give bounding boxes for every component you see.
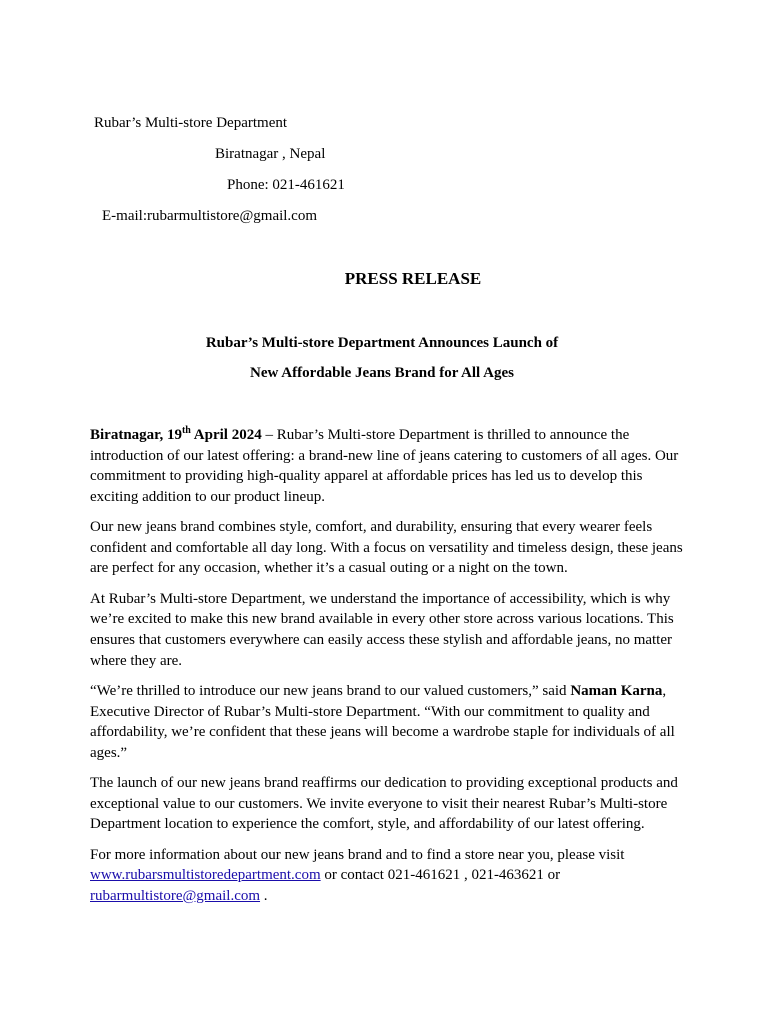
paragraph-features: Our new jeans brand combines style, comfort, and durability, ensuring that every wearer feels confident and comfortable all day long. With a focus on versatility and timeless design, these jeans are perfect for any occasion, whether it’s a casual outing or a night on the town. <box>90 519 683 577</box>
company-email: E-mail:rubarmultistore@gmail.com <box>102 208 318 224</box>
quote-text-end: , Executive Director of Rubar’s Multi-store Department. “With our commitment to quality and affordability, we’re confident that these jeans will become a wardrobe staple for individuals of all ages.” <box>90 682 675 761</box>
paragraph-closing: The launch of our new jeans brand reaffirms our dedication to providing exceptional products and exceptional value to our customers. We invite everyone to visit their nearest Rubar’s Multi-store Department location to experience the comfort, style, and affordability of our latest offering. <box>90 775 678 833</box>
dateline-day: Biratnagar, 19 <box>90 427 182 443</box>
website-link[interactable]: www.rubarsmultistoredepartment.com <box>90 867 321 884</box>
contact-text-end: . <box>260 887 268 904</box>
press-release-body <box>90 425 686 916</box>
contact-text-start: For more information about our new jeans brand and to find a store near you, please visit <box>90 846 625 863</box>
company-location: Biratnagar , Nepal <box>215 146 326 162</box>
paragraph-accessibility: At Rubar’s Multi-store Department, we understand the importance of accessibility, which is why we’re excited to make this new brand available in every other store across various locations. This ensures that customers everywhere can easily access these stylish and affordable jeans, no matter where they are. <box>90 590 674 669</box>
company-name: Rubar’s Multi-store Department <box>94 115 288 131</box>
paragraph-contact <box>90 845 686 907</box>
headline-line-2: New Affordable Jeans Brand for All Ages <box>250 365 514 381</box>
email-link[interactable]: rubarmultistore@gmail.com <box>90 887 261 904</box>
company-phone: Phone: 021-461621 <box>227 177 345 193</box>
spokesperson-name: Naman Karna <box>570 682 663 699</box>
paragraph-quote <box>90 681 686 763</box>
dateline-ordinal: th <box>181 425 191 436</box>
page-title: PRESS RELEASE <box>344 269 482 288</box>
contact-phones: or contact 021-461621 , 021-463621 or <box>320 867 561 884</box>
headline-line-1: Rubar’s Multi-store Department Announces Launch of <box>205 335 559 351</box>
dateline <box>90 427 262 443</box>
intro-text: – Rubar’s Multi-store Department is thrilled to announce the introduction of our latest offering: a brand-new line of jeans catering to customers of all ages. Our commitment to providing high-quality apparel at affordable prices has led us to develop this exciting addition to our product lineup. <box>90 427 679 505</box>
quote-text-start: “We’re thrilled to introduce our new jeans brand to our valued customers,” said <box>90 682 571 699</box>
dateline-month-year: April 2024 <box>190 427 262 443</box>
paragraph-intro <box>90 425 686 507</box>
